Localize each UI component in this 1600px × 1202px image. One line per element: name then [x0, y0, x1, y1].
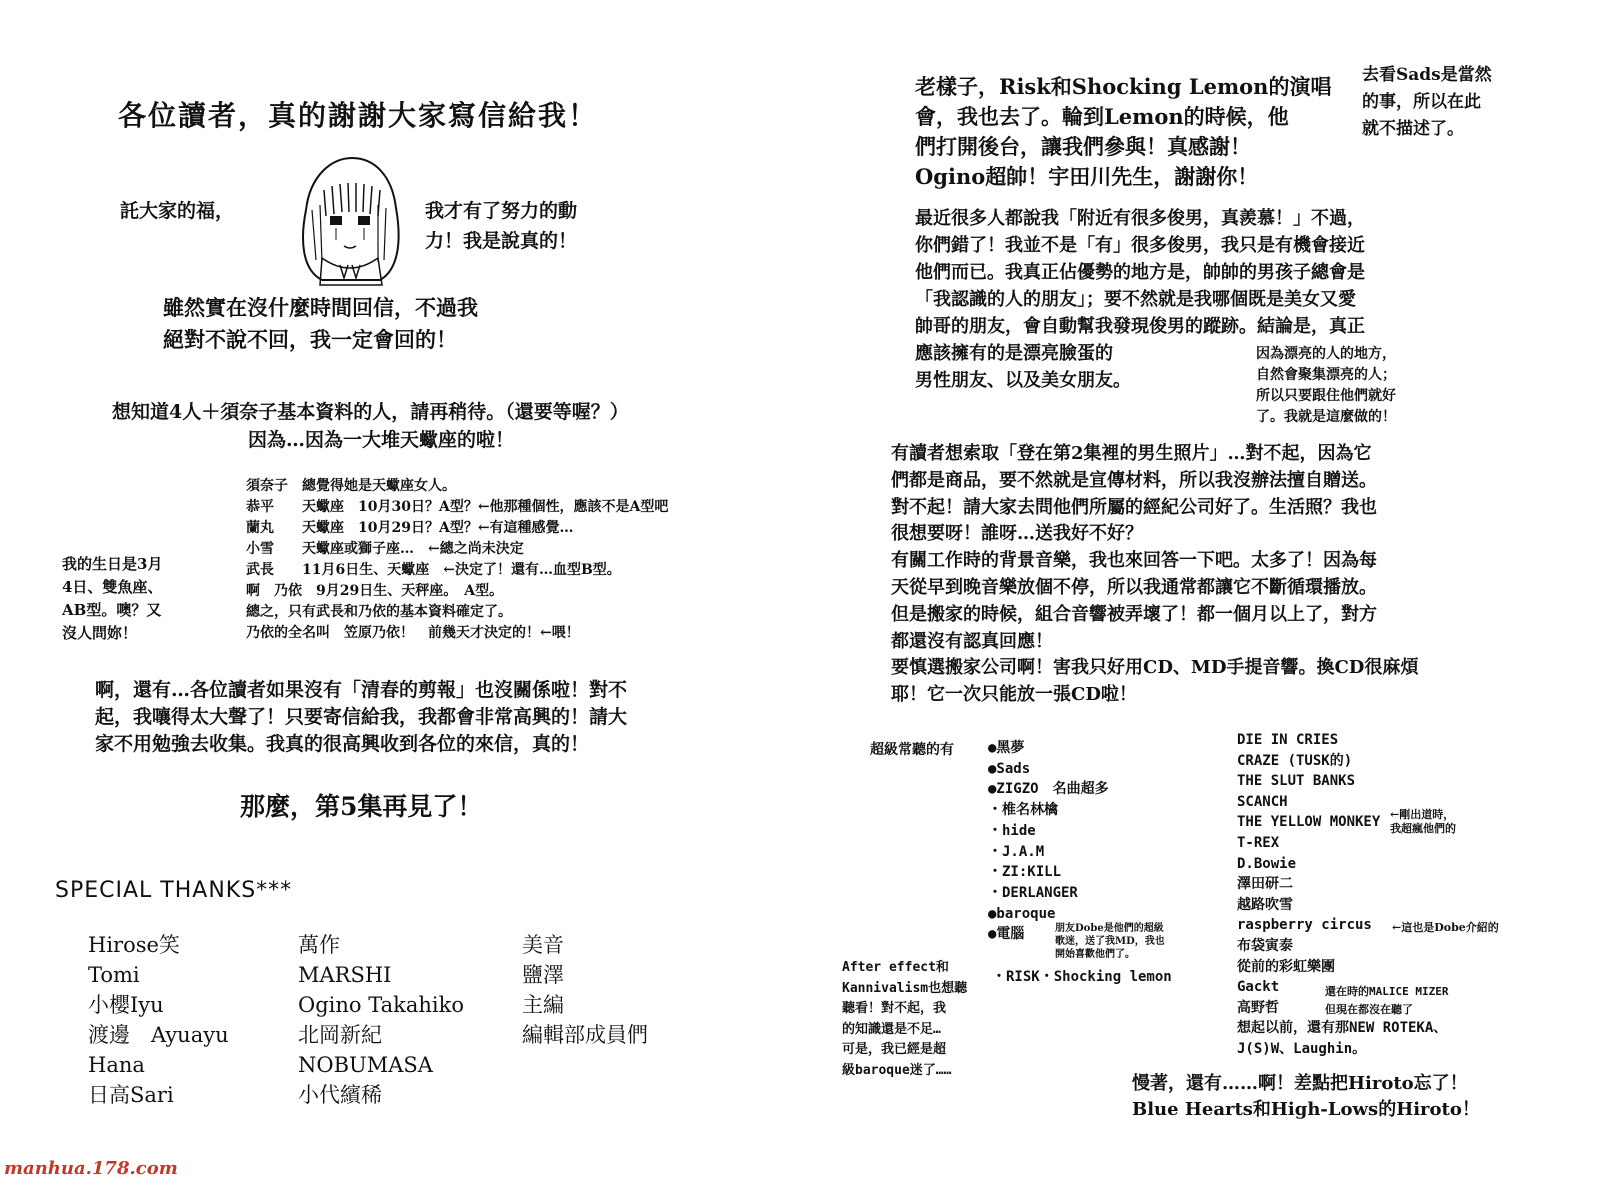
music-item: Gackt	[1237, 979, 1280, 996]
music-item: ●電腦	[988, 926, 1025, 943]
thanks-name: 北岡新紀	[298, 1023, 382, 1047]
music-item: 想起以前，還有那NEW ROTEKA、	[1237, 1020, 1448, 1037]
thanks-name: 鹽澤	[522, 963, 564, 987]
letters-text: 啊，還有…各位讀者如果沒有「清春的剪報」也沒關係啦！對不 起，我嚷得太大聲了！只要寄信給我，我都會非常高興的！請大 家不用勉強去收集。我真的很高興收到各位的來信，真的！	[95, 679, 628, 755]
malice-note: 還在時的MALICE MIZER 但現在都沒在聽了	[1325, 985, 1449, 1016]
thanks-name: 編輯部成員們	[522, 1023, 648, 1047]
music-item: 高野哲	[1237, 999, 1279, 1016]
music-list-1	[988, 738, 1109, 945]
profile-line: 恭平 天蠍座 10月30日？A型？←他那種個性，應該不是A型吧	[246, 499, 669, 515]
music-item: 從前的彩虹樂團	[1237, 958, 1335, 975]
music-item: T-REX	[1237, 834, 1280, 851]
thanks-name: 日高Sari	[88, 1083, 174, 1107]
music-item: 越路吹雪	[1237, 896, 1293, 913]
thanks-name: Hirose笑	[88, 933, 180, 957]
music-item: ・DERLANGER	[988, 884, 1078, 901]
thanks-name: 主編	[522, 993, 564, 1017]
handsome-text: 最近很多人都說我「附近有很多俊男，真羨慕！」不過， 你們錯了！我並不是「有」很多俊男，我只是有機會接近 他們而已。我真正佔優勢的地方是，帥帥的男孩子總會是 「我認識的人的朋友」；要不然就是我哪個既是美女又愛 帥哥的朋友，會自動幫我發現俊男的蹤跡。結論是，真正 應該擁有的是漂亮臉蛋的 男性朋友、以及美女朋友。	[915, 208, 1365, 391]
thanks-left-text: 託大家的福，	[120, 200, 235, 222]
risk-line: ・RISK・Shocking lemon	[992, 969, 1172, 985]
thanks-name: 小代繽稀	[298, 1083, 382, 1107]
page-title: 各位讀者，真的謝謝大家寫信給我！	[118, 99, 599, 132]
thanks-name: 萬作	[298, 933, 340, 957]
profile-line: 小雪 天蠍座或獅子座… ←總之尚未決定	[246, 541, 524, 557]
music-item: ・J.A.M	[988, 843, 1045, 860]
see-you-text: 那麼，第5集再見了！	[240, 792, 483, 821]
special-thanks-heading: SPECIAL THANKS***	[55, 878, 293, 903]
thanks-right-text: 我才有了努力的動 力！我是說真的！	[425, 200, 578, 252]
sads-note: 去看Sads是當然 的事，所以在此 就不描述了。	[1362, 65, 1492, 139]
birthday-note: 我的生日是3月 4日、雙魚座、 AB型。噢？又 沒人問妳！	[62, 555, 163, 642]
music-item: ●baroque	[988, 905, 1056, 922]
music-item: 布袋寅泰	[1237, 937, 1293, 954]
music-item: THE SLUT BANKS	[1237, 773, 1356, 790]
photos-music-text: 有讀者想索取「登在第2集裡的男生照片」…對不起，因為它 們都是商品，要不然就是宣傳材料，所以我沒辦法擅自贈送。 對不起！請大家去問他們所屬的經紀公司好了。生活照？我也 很想要呀！誰呀…送我好不好？ 有關工作時的背景音樂，我也來回答一下吧。太多了！因為每 天從早到晚音樂放個不停，所以我通常都讓它不斷循環播放。 但是搬家的時候，組合音響被弄壞了！都一個月以上了，對方 都還沒有認真回應！ 要慎選搬家公司啊！害我只好用CD、MD手提音響。換CD很麻煩 耶！它一次只能放一張CD啦！	[891, 443, 1419, 706]
profile-line: 乃依的全名叫 笠原乃依！ 前幾天才決定的！←喂！	[246, 625, 580, 641]
thanks-column-3	[522, 930, 648, 1050]
concert-text: 老樣子，Risk和Shocking Lemon的演唱 會，我也去了。輪到Lemon的時候，他 們打開後台，讓我們參與！真感謝！ Ogino超帥！宇田川先生，謝謝你！	[915, 74, 1332, 189]
music-item: ・ZI:KILL	[988, 864, 1062, 881]
music-item: raspberry circus	[1237, 917, 1372, 934]
raspberry-note: ←這也是Dobe介紹的	[1392, 921, 1499, 934]
yellow-monkey-note: ←剛出道時， 我超瘋他們的	[1390, 808, 1456, 835]
profile-line: 蘭丸 天蠍座 10月29日？A型？←有這種感覺…	[246, 520, 574, 536]
thanks-name: Tomi	[88, 963, 140, 987]
promise-text: 雖然實在沒什麼時間回信，不過我 絕對不說不回，我一定會回的！	[163, 295, 478, 352]
profile-line: 總之，只有武長和乃依的基本資料確定了。	[246, 604, 512, 620]
profile-line: 啊 乃依 9月29日生、天秤座。 A型。	[246, 583, 504, 599]
music-item: ●ZIGZO 名曲超多	[988, 781, 1109, 798]
computer-note: 朋友Dobe是他們的超級 歌迷，送了我MD，我也 開始喜歡他們了。	[1055, 923, 1165, 960]
thanks-name: Hana	[88, 1053, 145, 1077]
music-item: ●Sads	[988, 760, 1031, 777]
music-item: D.Bowie	[1237, 855, 1297, 872]
profile-line: 武長 11月6日生、天蠍座 ←決定了！還有…血型B型。	[246, 562, 621, 578]
music-item: 澤田研二	[1237, 876, 1293, 893]
thanks-name: 渡邊 Ayuayu	[88, 1023, 229, 1047]
after-effect-note: After effect和 Kannivalism也想聽 聽看！對不起，我 的知識還是不足… 可是，我已經是超 級baroque迷了……	[842, 960, 968, 1078]
thanks-name: MARSHI	[298, 963, 392, 987]
profile-line: 須奈子 總覺得她是天蠍座女人。	[246, 478, 456, 494]
music-item: SCANCH	[1237, 793, 1288, 810]
thanks-column-1	[88, 930, 229, 1110]
thanks-name: 美音	[522, 933, 564, 957]
music-item: J(S)W、Laughin。	[1237, 1040, 1367, 1057]
music-item: THE YELLOW MONKEY	[1237, 814, 1381, 831]
thanks-column-2	[298, 930, 464, 1110]
music-item: ●黑夢	[988, 740, 1025, 756]
ending-text: 慢著，還有……啊！差點把Hiroto忘了！ Blue Hearts和High-Lows的Hiroto！	[1132, 1073, 1480, 1120]
watermark: manhua.178.com	[4, 1158, 178, 1179]
handsome-note: 因為漂亮的人的地方， 自然會聚集漂亮的人； 所以只要跟住他們就好 了。我就是這麼做的！	[1256, 346, 1396, 425]
music-item: ・hide	[988, 822, 1036, 839]
thanks-name: Ogino Takahiko	[298, 993, 464, 1017]
music-item: DIE IN CRIES	[1237, 732, 1339, 748]
profile-list	[246, 476, 668, 644]
music-item: ・椎名林檎	[988, 802, 1058, 819]
wait-text: 想知道4人＋須奈子基本資料的人，請再稍待。（還要等喔？） 因為…因為一大堆天蠍座的啦！	[112, 401, 629, 451]
thanks-name: NOBUMASA	[298, 1053, 433, 1077]
music-label: 超級常聽的有	[870, 742, 954, 758]
girl-illustration	[292, 150, 407, 290]
thanks-name: 小櫻Iyu	[88, 993, 164, 1017]
music-item: CRAZE (TUSK的)	[1237, 752, 1353, 769]
